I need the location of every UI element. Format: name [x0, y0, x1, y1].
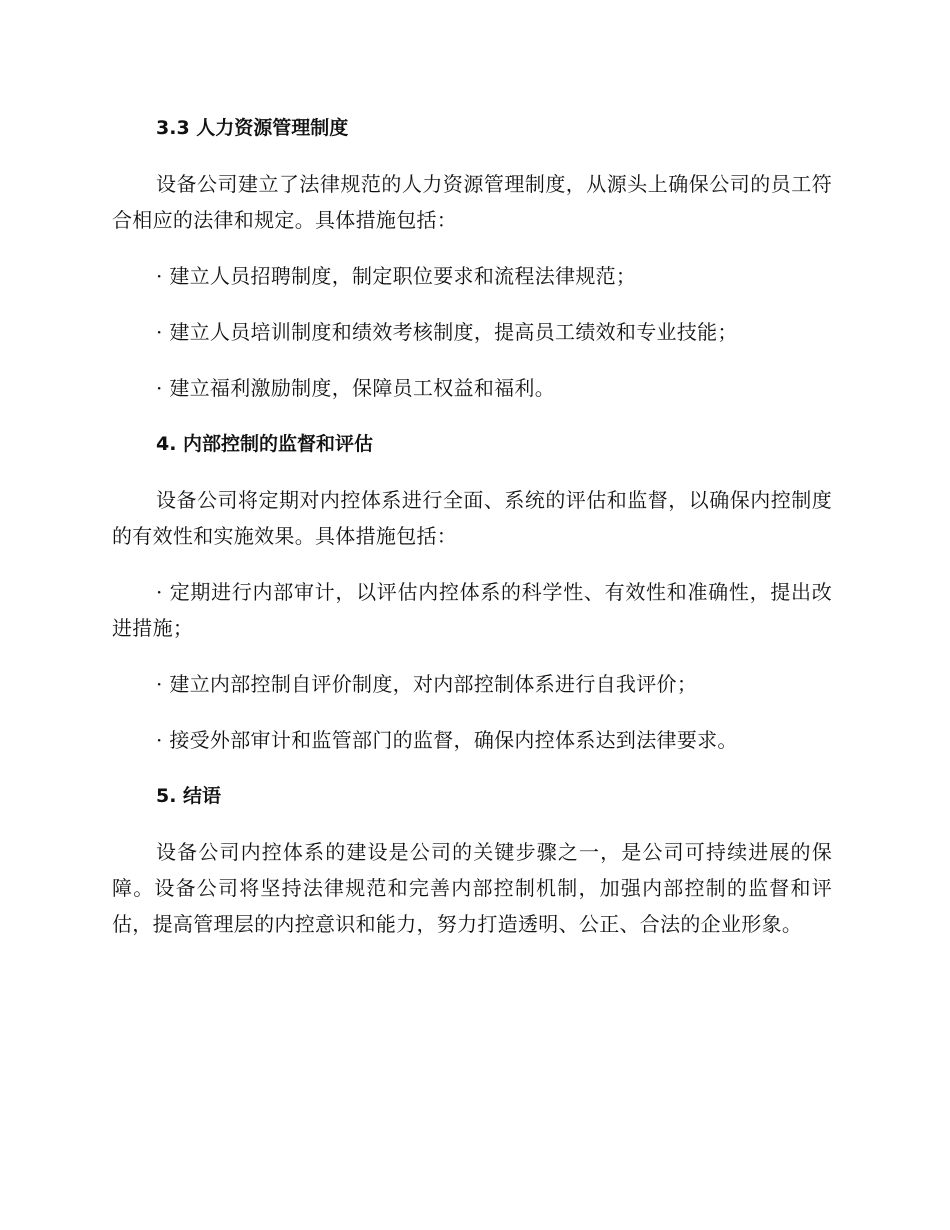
bullet-item: · 定期进行内部审计，以评估内控体系的科学性、有效性和准确性，提出改进措施；	[112, 580, 832, 640]
section-5-body: 设备公司内控体系的建设是公司的关键步骤之一，是公司可持续进展的保障。设备公司将坚持法律规范和完善内部控制机制，加强内部控制的监督和评估，提高管理层的内控意识和能力，努力打造透明、公正、合法的企业形象。	[112, 840, 832, 936]
section-3-3-intro: 设备公司建立了法律规范的人力资源管理制度，从源头上确保公司的员工符合相应的法律和规定。具体措施包括：	[112, 172, 832, 232]
section-heading-5: 5. 结语	[156, 785, 222, 807]
bullet-item: · 建立人员培训制度和绩效考核制度，提高员工绩效和专业技能；	[156, 320, 738, 344]
document-body	[112, 110, 832, 942]
bullet-item: · 建立内部控制自评价制度，对内部控制体系进行自我评价；	[156, 672, 698, 696]
section-heading-3-3: 3.3 人力资源管理制度	[156, 117, 349, 139]
section-heading-4: 4. 内部控制的监督和评估	[156, 433, 374, 455]
bullet-item: · 建立人员招聘制度，制定职位要求和流程法律规范；	[156, 264, 637, 288]
section-4-intro: 设备公司将定期对内控体系进行全面、系统的评估和监督，以确保内控制度的有效性和实施效果。具体措施包括：	[112, 488, 832, 548]
bullet-item: · 建立福利激励制度，保障员工权益和福利。	[156, 376, 556, 400]
bullet-item: · 接受外部审计和监管部门的监督，确保内控体系达到法律要求。	[156, 728, 738, 752]
